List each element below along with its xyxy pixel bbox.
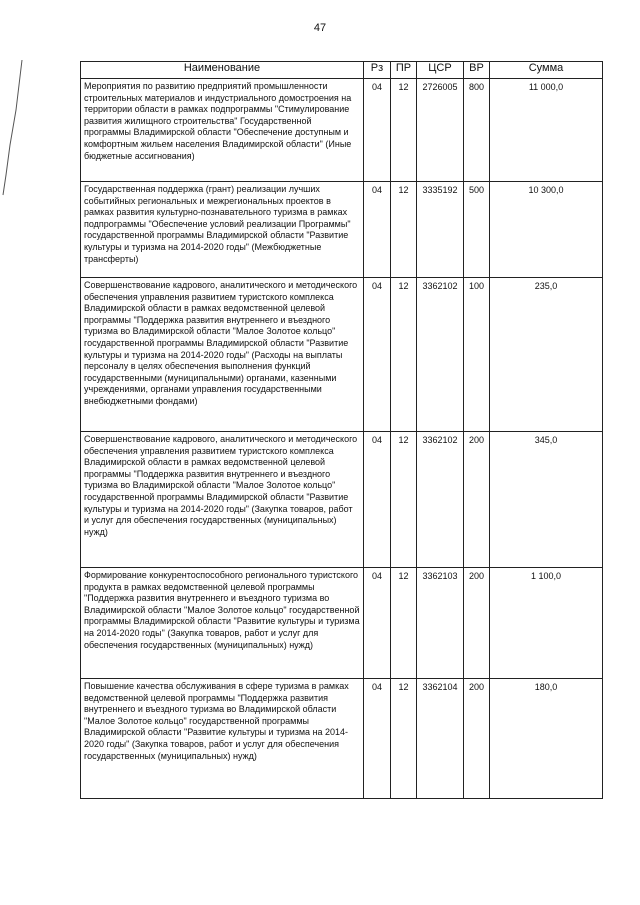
row-sum: 1 100,0 — [490, 568, 603, 679]
row-name: Повышение качества обслуживания в сфере туризма в рамках ведомственной целевой программы "Поддержка развития внутреннего и въездного туризма во Владимирской области "Малое Золотое кольцо" государственной программы Владимирской области "Развитие культуры и туризма на 2014-2020 годы" (Закупка товаров, работ и услуг для обеспечения государственных (муниципальных) нужд) — [81, 679, 364, 799]
row-vr: 800 — [464, 79, 490, 182]
row-rz: 04 — [364, 182, 391, 278]
header-sum: Сумма — [490, 62, 603, 79]
header-vr: ВР — [464, 62, 490, 79]
table-row — [81, 432, 603, 568]
margin-pen-stroke — [0, 0, 30, 200]
row-csr: 3362103 — [417, 568, 464, 679]
row-name: Мероприятия по развитию предприятий промышленности строительных материалов и индустриального домостроения на территории области в рамках подпрограммы "Стимулирование развития жилищного строительства" Государственной программы Владимирской области "Обеспечение доступным и комфортным жильем населения Владимирской области" (Иные бюджетные ассигнования) — [81, 79, 364, 182]
row-pr: 12 — [391, 679, 417, 799]
row-rz: 04 — [364, 79, 391, 182]
table-header-row — [81, 62, 603, 79]
row-pr: 12 — [391, 568, 417, 679]
row-pr: 12 — [391, 79, 417, 182]
header-rz: Рз — [364, 62, 391, 79]
row-vr: 200 — [464, 568, 490, 679]
row-pr: 12 — [391, 278, 417, 432]
table-row — [81, 182, 603, 278]
row-sum: 10 300,0 — [490, 182, 603, 278]
table-row — [81, 679, 603, 799]
header-name: Наименование — [81, 62, 364, 79]
header-csr: ЦСР — [417, 62, 464, 79]
header-pr: ПР — [391, 62, 417, 79]
row-name: Совершенствование кадрового, аналитического и методического обеспечения управления развитием туристского комплекса Владимирской области в рамках ведомственной целевой программы "Поддержка развития внутреннего и въездного туризма во Владимирской области "Малое Золотое кольцо" государственной программы Владимирской области "Развитие культуры и туризма на 2014-2020 годы" (Расходы на выплаты персоналу в целях обеспечения выполнения функций государственными (муниципальными) органами, казенными учреждениями, органами управления государственными внебюджетными фондами) — [81, 278, 364, 432]
row-vr: 200 — [464, 679, 490, 799]
row-vr: 100 — [464, 278, 490, 432]
row-rz: 04 — [364, 278, 391, 432]
row-sum: 345,0 — [490, 432, 603, 568]
row-name: Формирование конкурентоспособного регионального туристского продукта в рамках ведомственной целевой программы "Поддержка развития внутреннего и въездного туризма во Владимирской области "Малое Золотое кольцо" государственной программы Владимирской области "Развитие культуры и туризма на 2014-2020 годы" (Закупка товаров, работ и услуг для обеспечения государственных (муниципальных) нужд) — [81, 568, 364, 679]
row-rz: 04 — [364, 568, 391, 679]
row-sum: 11 000,0 — [490, 79, 603, 182]
row-pr: 12 — [391, 182, 417, 278]
row-vr: 200 — [464, 432, 490, 568]
row-vr: 500 — [464, 182, 490, 278]
row-csr: 2726005 — [417, 79, 464, 182]
row-sum: 235,0 — [490, 278, 603, 432]
table-row — [81, 568, 603, 679]
table-row — [81, 79, 603, 182]
row-name: Совершенствование кадрового, аналитического и методического обеспечения управления развитием туристского комплекса Владимирской области в рамках ведомственной целевой программы "Поддержка развития внутреннего и въездного туризма во Владимирской области "Малое Золотое кольцо" государственной программы Владимирской области "Развитие культуры и туризма на 2014-2020 годы" (Закупка товаров, работ и услуг для обеспечения государственных (муниципальных) нужд) — [81, 432, 364, 568]
row-name: Государственная поддержка (грант) реализации лучших событийных региональных и межрегиональных проектов в рамках развития культурно-познавательного туризма в рамках подпрограммы "Обеспечение условий реализации Программы" государственной программы Владимирской области "Развитие культуры и туризма на 2014-2020 годы" (Межбюджетные трансферты) — [81, 182, 364, 278]
table-row — [81, 278, 603, 432]
row-rz: 04 — [364, 679, 391, 799]
page-number: 47 — [313, 22, 327, 34]
row-csr: 3335192 — [417, 182, 464, 278]
row-pr: 12 — [391, 432, 417, 568]
row-csr: 3362102 — [417, 278, 464, 432]
row-rz: 04 — [364, 432, 391, 568]
row-csr: 3362102 — [417, 432, 464, 568]
row-csr: 3362104 — [417, 679, 464, 799]
budget-table — [80, 61, 603, 799]
row-sum: 180,0 — [490, 679, 603, 799]
